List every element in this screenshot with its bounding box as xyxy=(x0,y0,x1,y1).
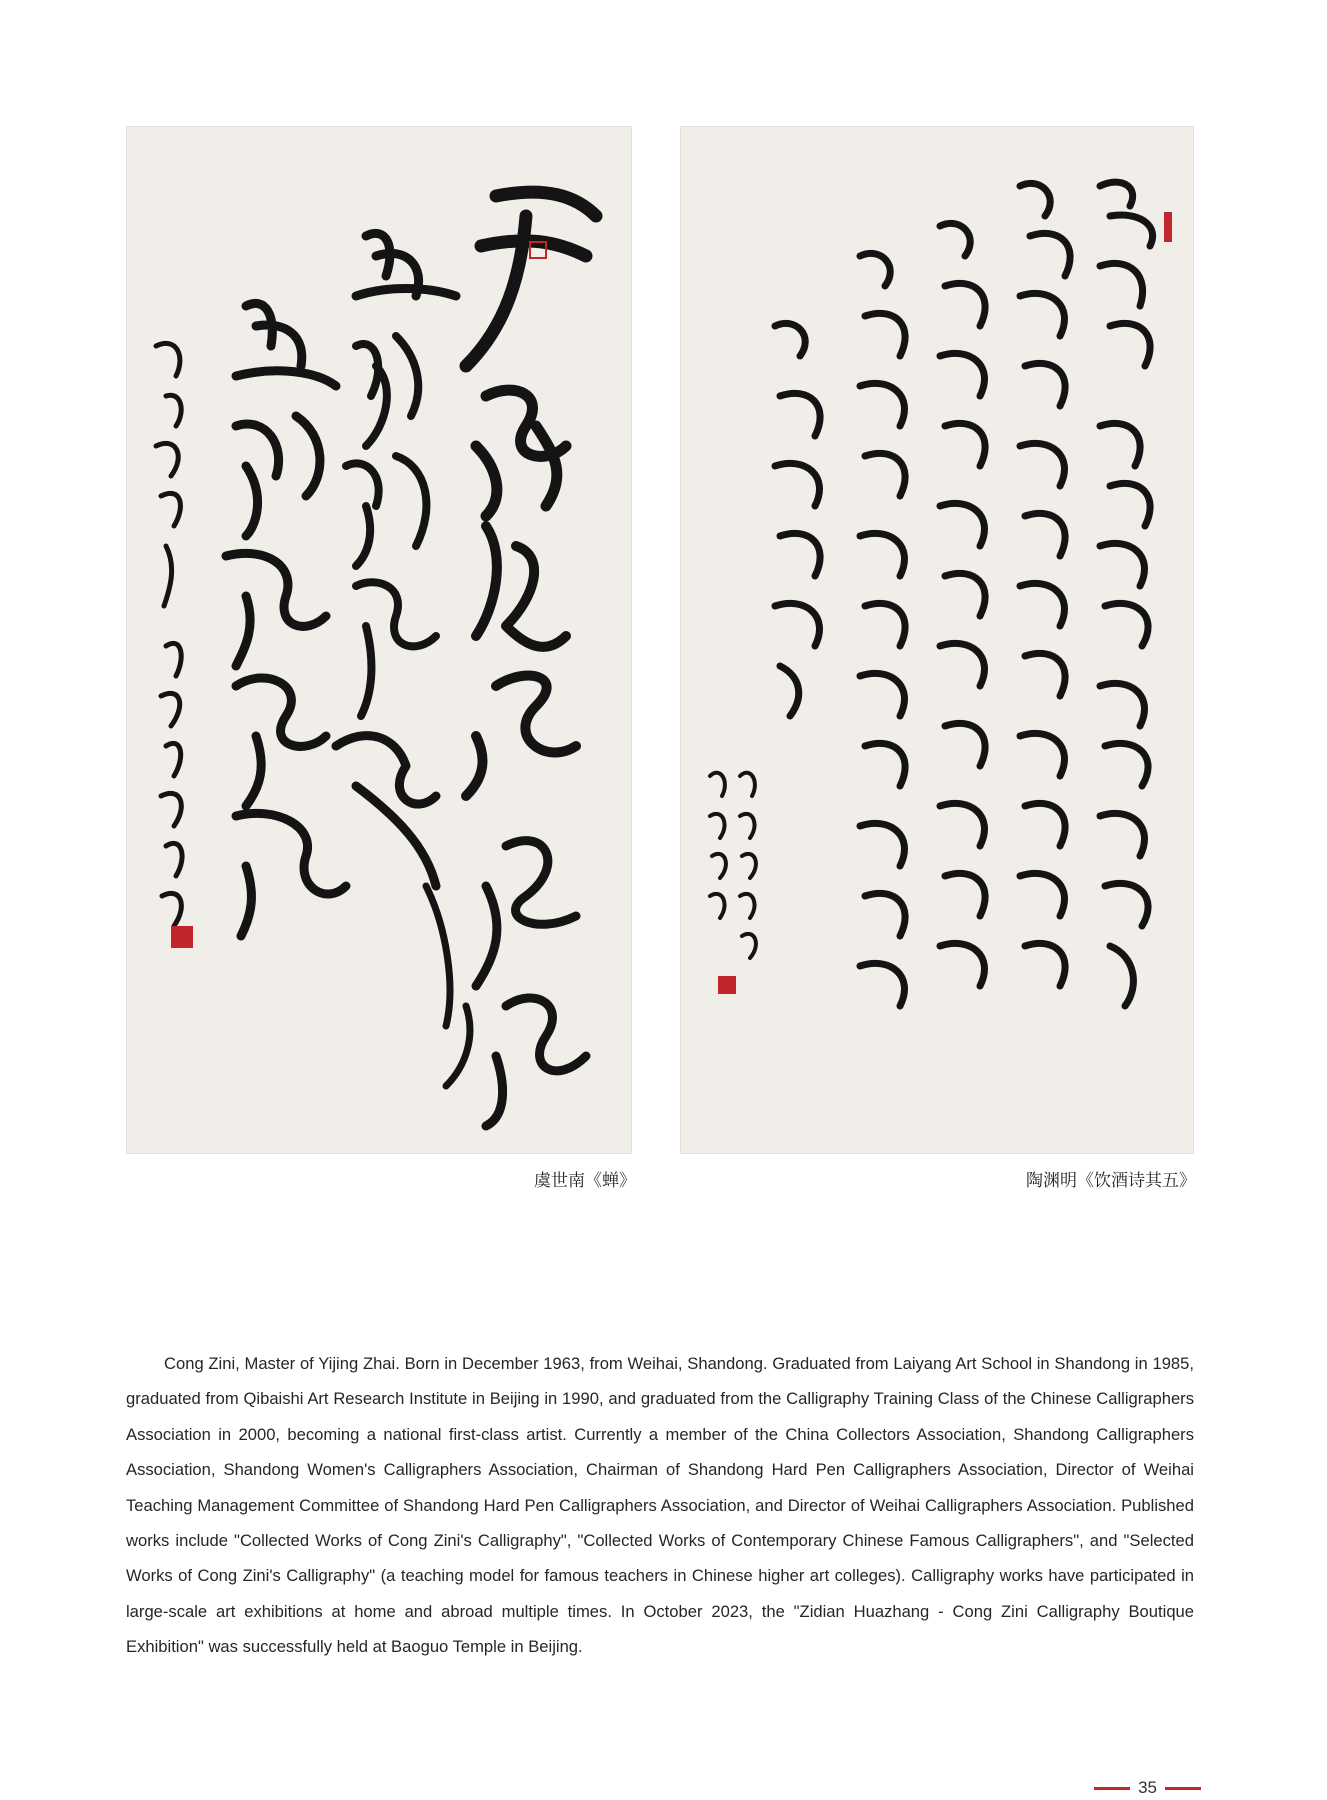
calligraphy-image-right xyxy=(680,126,1194,1154)
seal-stamp-top xyxy=(1164,212,1172,242)
artist-biography: Cong Zini, Master of Yijing Zhai. Born in December 1963, from Weihai, Shandong. Graduated from Laiyang Art School in Shandong in 1985, graduated from Qibaishi Art Research Institute in Beijing in 1990, and graduated from the Calligraphy Training Class of the Chinese Calligraphers Association in 2000, becoming a national first-class artist. Currently a member of the China Collectors Association, Shandong Calligraphers Association, Shandong Women's Calligraphers Association, Chairman of Shandong Hard Pen Calligraphers Association, Director of Weihai Teaching Management Committee of Shandong Hard Pen Calligraphers Association, and Director of Weihai Calligraphers Association. Published works include "Collected Works of Cong Zini's Calligraphy", "Collected Works of Contemporary Chinese Famous Calligraphers", and "Selected Works of Cong Zini's Calligraphy" (a teaching model for famous teachers in Chinese higher art colleges). Calligraphy works have participated in large-scale art exhibitions at home and abroad multiple times. In October 2023, the "Zidian Huazhang - Cong Zini Calligraphy Boutique Exhibition" was successfully held at Baoguo Temple in Beijing. xyxy=(126,1354,1194,1657)
folio-rule-right xyxy=(1165,1787,1201,1790)
calligraphy-image-left xyxy=(126,126,632,1154)
calligraphy-artwork-right xyxy=(680,126,1194,1154)
page-number: 35 xyxy=(1138,1778,1157,1797)
seal-stamp-bottom xyxy=(171,926,193,948)
calligraphy-artwork-left xyxy=(126,126,632,1154)
artwork-caption-left: 虞世南《蝉》 xyxy=(534,1171,636,1191)
folio-rule-left xyxy=(1094,1787,1130,1790)
artwork-caption-right: 陶渊明《饮酒诗其五》 xyxy=(1026,1171,1196,1191)
seal-stamp-bottom xyxy=(718,976,736,994)
page-footer xyxy=(1094,1778,1201,1798)
